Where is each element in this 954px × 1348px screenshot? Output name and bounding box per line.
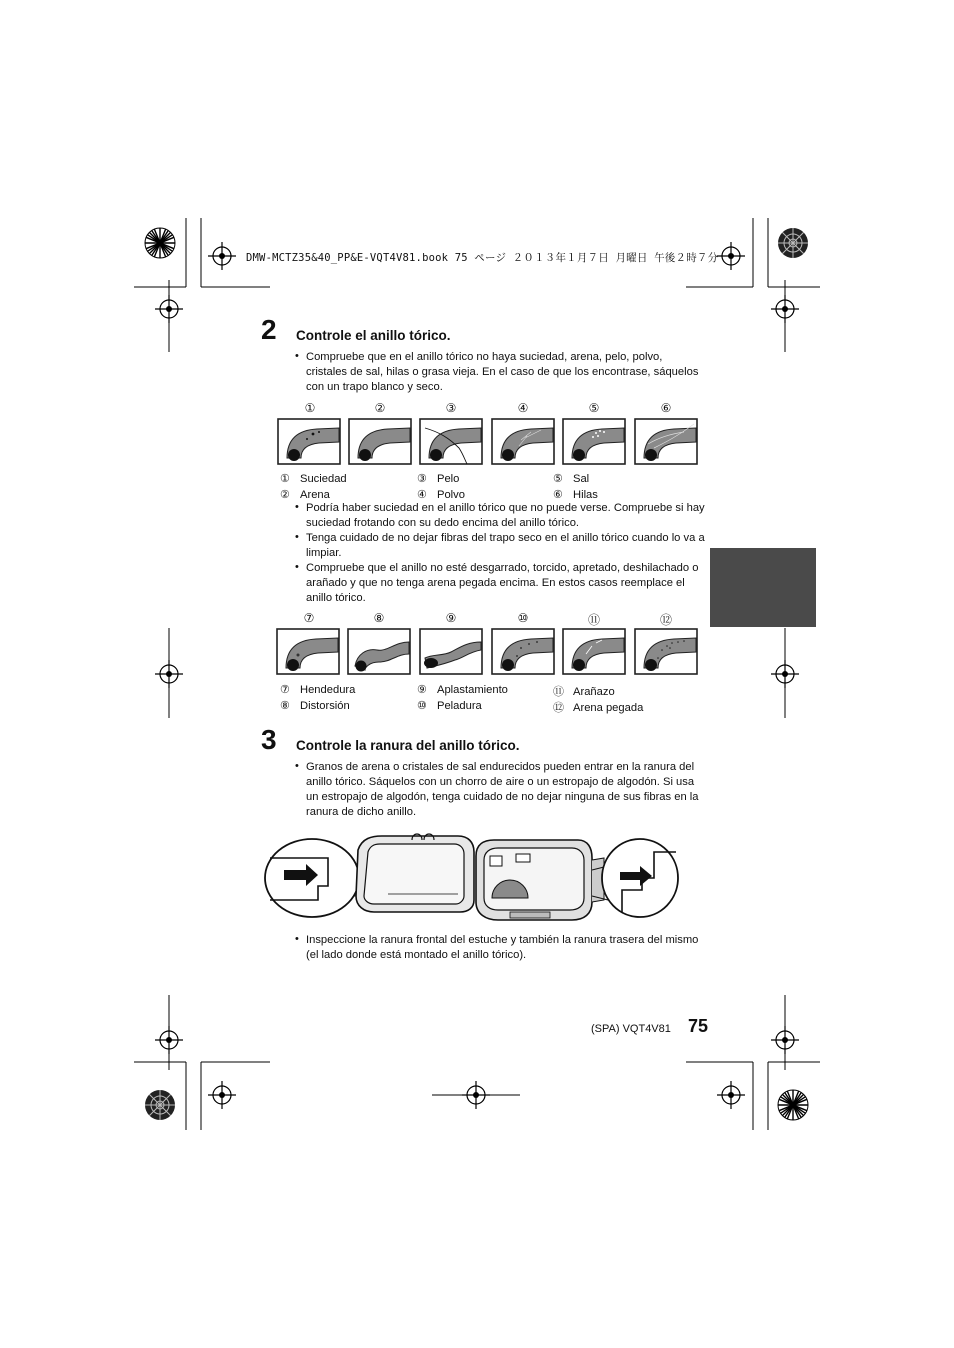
legend-2-item-8: ⑧ Distorsión (280, 700, 350, 712)
step-3-number: 3 (261, 724, 277, 755)
legend-1-item-6: ⑥ Hilas (553, 489, 598, 501)
legend-2-item-9: ⑨ Aplastamiento (417, 684, 508, 696)
ring-num-12: ⑫ (659, 613, 672, 627)
step-2-intro-bullet: • Compruebe que en el anillo tórico no haya suciedad, arena, pelo, polvo, cristales de sal, hilas o grasa vieja. En el caso de que los encontrase, sáquelos con un trapo blanco y seco. (295, 350, 706, 395)
step-2-bullet-3: • Compruebe que el anillo no esté desgarrado, torcido, apretado, deshilachado o arañado y que no tenga arena pegada encima. En estos casos reemplace el anillo tórico. (295, 561, 706, 606)
legend-1-item-5: ⑤ Sal (553, 473, 590, 485)
step-2-bullet-1: • Podría haber suciedad en el anillo tórico que no puede verse. Compruebe si hay suciedad frotando con su dedo encima del anillo tórico. (295, 501, 706, 531)
legend-2-item-12: ⑫ Arena pegada (553, 702, 644, 714)
ring-num-10: ⑩ (517, 611, 529, 625)
ring-num-3: ③ (445, 401, 457, 415)
legend-2-item-10: ⑩ Peladura (417, 700, 482, 712)
book-header-line: DMW-MCTZ35&40_PP&E-VQT4V81.book 75 ページ ２０１３年１月７日 月曜日 午後２時７分 (246, 252, 719, 264)
ring-num-2: ② (374, 401, 386, 415)
ring-num-4: ④ (517, 401, 529, 415)
legend-1-item-1: ① Suciedad (280, 473, 347, 485)
footer-doc-code: (SPA) VQT4V81 (591, 1023, 671, 1035)
step-2-title: Controle el anillo tórico. (296, 328, 451, 343)
ring-num-7: ⑦ (303, 611, 315, 625)
ring-num-6: ⑥ (660, 401, 672, 415)
legend-1-item-4: ④ Polvo (417, 489, 465, 501)
case-groove-illustration (262, 830, 682, 935)
legend-2-item-7: ⑦ Hendedura (280, 684, 356, 696)
step-2-bullet-2: • Tenga cuidado de no dejar fibras del trapo seco en el anillo tórico cuando lo va a limpiar. (295, 531, 706, 561)
step-3-bullet-1: • Granos de arena o cristales de sal endurecidos pueden entrar en la ranura del anillo tórico. Sáquelos con un chorro de aire o un estropajo de algodón. Si usa un estropajo de algodón, tenga cuidado de no dejar ninguna de sus fibras en la ranura de dicho anillo. (295, 760, 706, 820)
step-2-number: 2 (261, 314, 277, 345)
ring-num-11: ⑪ (587, 613, 600, 627)
page-number: 75 (688, 1016, 709, 1036)
legend-2-item-11: ⑪ Arañazo (553, 686, 615, 698)
ring-num-1: ① (304, 401, 316, 415)
oring-illustrations-row-2 (275, 628, 703, 676)
ring-num-8: ⑧ (373, 611, 385, 625)
legend-1-item-2: ② Arena (280, 489, 330, 501)
ring-num-5: ⑤ (588, 401, 600, 415)
step-3-bullet-2: • Inspeccione la ranura frontal del estuche y también la ranura trasera del mismo (el lado donde está montado el anillo tórico). (295, 933, 706, 963)
section-tab (710, 548, 816, 627)
oring-illustrations-row-1 (276, 418, 702, 466)
ring-num-9: ⑨ (445, 611, 457, 625)
step-3-title: Controle la ranura del anillo tórico. (296, 738, 520, 753)
legend-1-item-3: ③ Pelo (417, 473, 460, 485)
